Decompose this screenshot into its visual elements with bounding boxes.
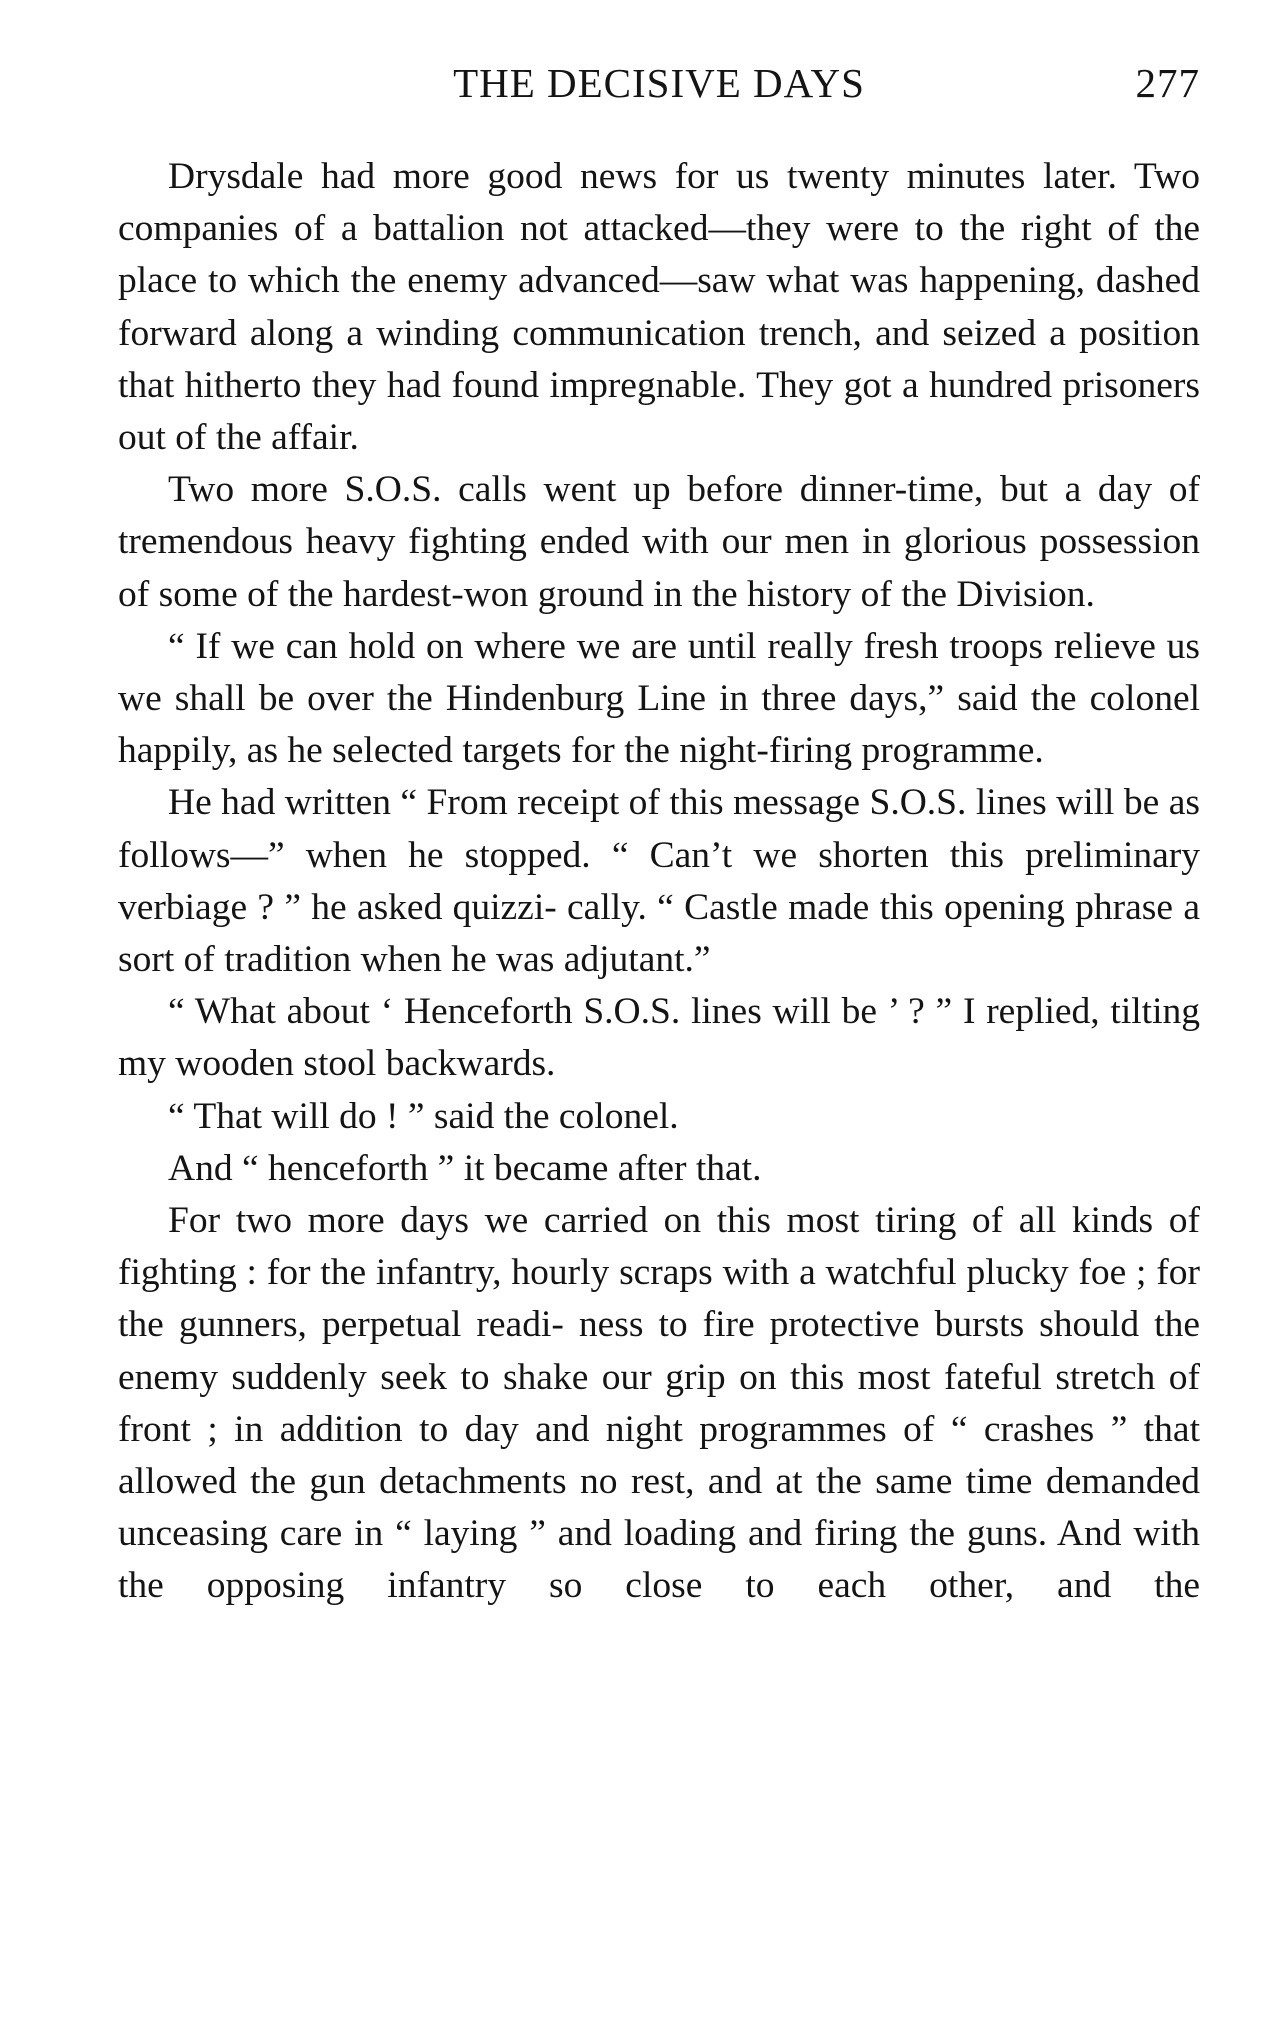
text-line: replied, tilting my wooden stool backwards. [118, 991, 1201, 1085]
text-line: the opposing infantry so close to each other, and the [118, 1565, 1200, 1607]
text-line: seek to shake our grip on this most fateful stretch of [380, 1356, 1200, 1398]
text-line: got a hundred prisoners out of the affair. [118, 364, 1200, 459]
text-line: later. Two companies of a battalion not attacked—they [118, 156, 1201, 250]
text-line: along a winding communication trench, and seized a [249, 312, 1066, 354]
page-number: 277 [1135, 60, 1200, 106]
text-line: He had written “ From receipt of this message S.O.S. [168, 782, 967, 824]
text-line: were to the right of the place to which the enemy [118, 208, 1201, 302]
text-line: troops relieve us we shall be over the Hindenburg Line [118, 625, 1200, 720]
running-head [118, 58, 1200, 108]
text-line: front ; in addition to day and night programmes of [118, 1408, 935, 1450]
text-line: “ laying ” and loading and firing the guns. And with [395, 1513, 1200, 1555]
text-line: targets for the night-firing programme. [462, 730, 1044, 772]
paragraph [118, 621, 1200, 778]
text-line: Two more S.O.S. calls went up before dinner-time, [168, 469, 984, 511]
paragraph [118, 1143, 1200, 1195]
text-line: advanced—saw what was happening, dashed forward [118, 260, 1200, 354]
text-line: For two more days we carried on this most tiring of [168, 1200, 1004, 1242]
text-line: tradition when he was adjutant.” [224, 939, 711, 981]
text-line: And “ henceforth ” it became after that. [168, 1147, 762, 1189]
text-line: we shorten this preliminary verbiage ? ” he asked quizzi- [118, 834, 1201, 928]
text-line: a watchful plucky foe ; for the gunners, perpetual readi- [118, 1252, 1200, 1346]
paragraph [118, 777, 1200, 986]
text-line: “ If we can hold on where we are until really fresh [168, 625, 939, 667]
paragraph [118, 986, 1200, 1090]
text-line: lines will be as follows—” when he stopped. “ Can’t [118, 782, 1200, 876]
text-line: men in glorious possession of some of the hardest-won [118, 521, 1201, 615]
text-line: in three days,” said the colonel happily, as he selected [118, 678, 1201, 772]
paragraph [118, 464, 1200, 621]
text-line: all kinds of fighting : for the infantry, hourly scraps with [118, 1200, 1201, 1294]
text-line: cally. “ Castle made this opening phrase a sort of [118, 886, 1200, 981]
paragraph [118, 151, 1200, 464]
text-line: “ What about ‘ Henceforth S.O.S. lines will be ’ ? ” I [168, 991, 976, 1033]
text-line: ness to fire protective bursts should the enemy suddenly [118, 1304, 1200, 1398]
body-text [118, 151, 1200, 1613]
text-line: but a day of tremendous heavy fighting ended with our [118, 469, 1200, 563]
text-line: ground in the history of the Division. [537, 573, 1095, 615]
text-line: Drysdale had more good news for us twenty minutes [168, 156, 1026, 197]
text-line: and at the same time demanded unceasing care in [118, 1461, 1200, 1555]
text-line: “ crashes ” that allowed the gun detachments no rest, [118, 1408, 1200, 1503]
paragraph [118, 1195, 1200, 1613]
running-title: THE DECISIVE DAYS [453, 60, 865, 106]
text-line: position that hitherto they had found impregnable. They [118, 312, 1201, 406]
text-line: “ That will do ! ” said the colonel. [168, 1095, 679, 1137]
paragraph [118, 1091, 1200, 1143]
